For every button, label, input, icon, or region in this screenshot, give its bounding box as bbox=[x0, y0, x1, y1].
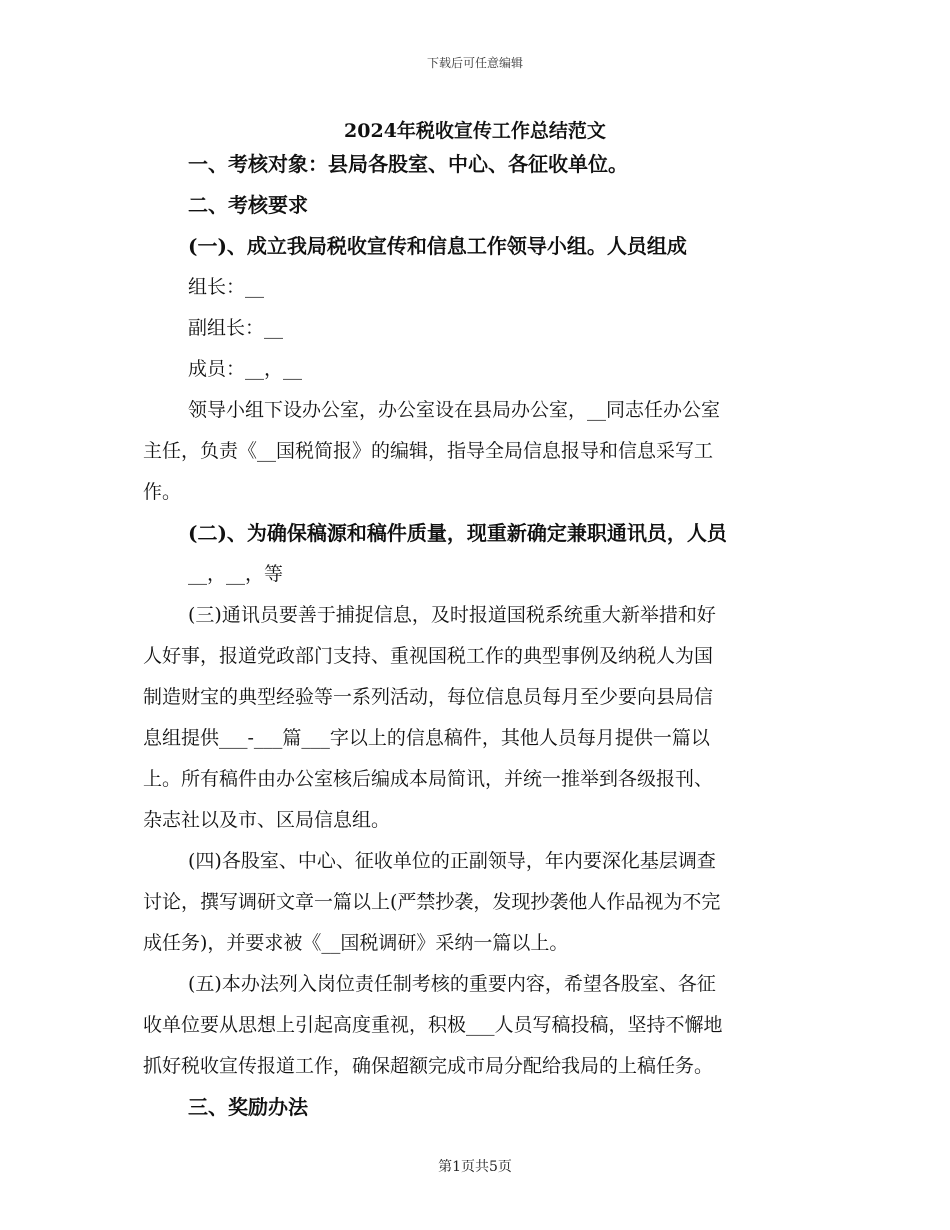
deputy-leader-line: 副组长：__ bbox=[188, 317, 284, 339]
paragraph-line: 上。所有稿件由办公室核后编成本局简讯，并统一推举到各级报刊、 bbox=[143, 768, 714, 790]
paragraph-line: __，__，等 bbox=[188, 563, 284, 585]
paragraph-line: 杂志社以及市、区局信息组。 bbox=[143, 809, 391, 831]
members-line: 成员：__，__ bbox=[188, 358, 303, 380]
paragraph-line: 领导小组下设办公室，办公室设在县局办公室，__同志任办公室 bbox=[188, 399, 721, 421]
section-heading-1: 一、考核对象：县局各股室、中心、各征收单位。 bbox=[188, 152, 628, 176]
subsection-heading-1: (一)、成立我局税收宣传和信息工作领导小组。人员组成 bbox=[188, 234, 687, 258]
paragraph-line: 成任务)，并要求被《__国税调研》采纳一篇以上。 bbox=[143, 932, 569, 954]
paragraph-line: 息组提供___-___篇___字以上的信息稿件，其他人员每月提供一篇以 bbox=[143, 727, 710, 749]
paragraph-line: (五)本办法列入岗位责任制考核的重要内容，希望各股室、各征 bbox=[188, 973, 716, 995]
paragraph-line: 讨论，撰写调研文章一篇以上(严禁抄袭，发现抄袭他人作品视为不完 bbox=[143, 891, 721, 913]
paragraph-line: 主任，负责《__国税简报》的编辑，指导全局信息报导和信息采写工 bbox=[143, 440, 714, 462]
paragraph-line: 作。 bbox=[143, 481, 182, 503]
paragraph-line: 抓好税收宣传报道工作，确保超额完成市局分配给我局的上稿任务。 bbox=[143, 1055, 714, 1077]
section-heading-2: 二、考核要求 bbox=[188, 193, 308, 217]
header-note: 下载后可任意编辑 bbox=[426, 56, 523, 70]
subsection-heading-2: (二)、为确保稿源和稿件质量，现重新确定兼职通讯员，人员 bbox=[188, 521, 727, 545]
page-number: 第1页共5页 bbox=[438, 1159, 512, 1175]
paragraph-line: 收单位要从思想上引起高度重视，积极___人员写稿投稿，坚持不懈地 bbox=[143, 1014, 723, 1036]
paragraph-line: 人好事，报道党政部门支持、重视国税工作的典型事例及纳税人为国 bbox=[143, 645, 714, 667]
paragraph-line: (三)通讯员要善于捕捉信息，及时报道国税系统重大新举措和好 bbox=[188, 604, 716, 626]
section-heading-3: 三、奖励办法 bbox=[188, 1095, 308, 1119]
document-title: 2024年税收宣传工作总结范文 bbox=[344, 120, 606, 142]
document-body bbox=[143, 144, 807, 1128]
group-leader-line: 组长：__ bbox=[188, 276, 265, 298]
paragraph-line: (四)各股室、中心、征收单位的正副领导，年内要深化基层调查 bbox=[188, 850, 716, 872]
paragraph-line: 制造财宝的典型经验等一系列活动，每位信息员每月至少要向县局信 bbox=[143, 686, 714, 708]
